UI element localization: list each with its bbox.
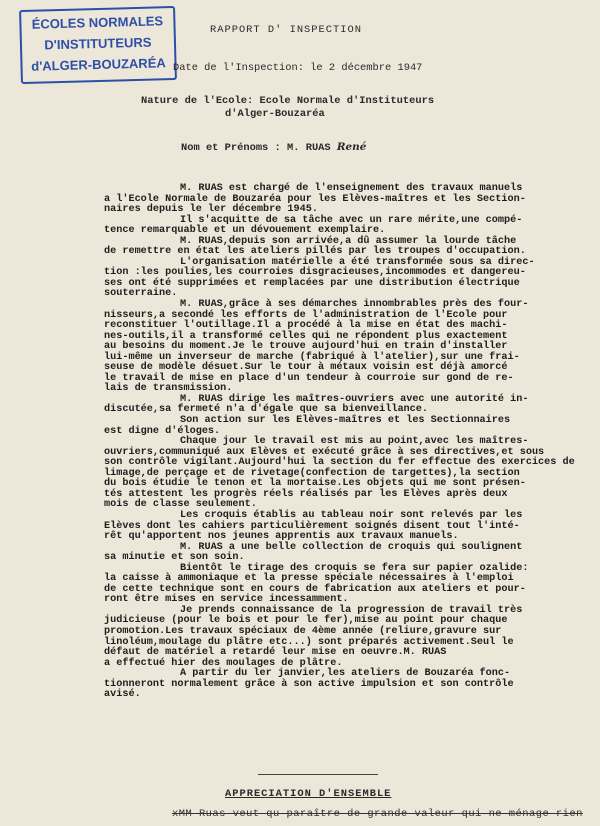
body-paragraph: M. RUAS,depuis son arrivée,a dû assumer la lourde tâche de remettre en état les ateliers pillés par les troupes d'occupation. (104, 235, 526, 258)
body-paragraph: M. RUAS dirige les maîtres-ouvriers avec une autorité in- discutée,sa fermeté n'a d'égale que sa bienveillance. (104, 393, 529, 416)
body-paragraph: Il s'acquitte de sa tâche avec un rare mérite,une compé- tence remarquable et un dévouement exemplaire. (104, 214, 523, 237)
appreciation-heading: APPRECIATION D'ENSEMBLE (225, 788, 392, 800)
body-paragraph: Son action sur les Elèves-maîtres et les Sectionnaires est digne d'éloges. (104, 415, 511, 437)
body-paragraph: Chaque jour le travail est mis au point,avec les maîtres- ouvriers,communiqué aux Elèves et exécuté grâce à ses directives,et sous son contrôle vigilant.Aujourd'hui la section du fer effectue des exercices de limage,de perçage et de rivetage(confection de targettes),la section du bois étudie le tenon et la mortaise.Les objets qui me sont présen- tés attestent les progrès réels réalisés par les Elèves après deux mois de classe seulement. (104, 436, 575, 511)
school-nature-line2: d'Alger-Bouzaréa (225, 108, 325, 120)
inspection-date: Date de l'Inspection: le 2 décembre 1947 (173, 62, 423, 74)
teacher-name (181, 141, 366, 154)
stamp-line: ÉCOLES NORMALES (31, 13, 164, 32)
stamp-line: D'INSTITUTEURS (44, 34, 152, 53)
section-divider (258, 774, 378, 775)
body-paragraph: L'organisation matérielle a été transformée sous sa direc- tion :les poulies,les courroies disgracieuses,incommodes et dangereu- ses ont été supprimées et remplacées par une distribution électrique souterraine. (104, 256, 535, 300)
report-title: RAPPORT D' INSPECTION (210, 24, 362, 36)
struck-out-line: xMM Ruas veut qu paraître de grande valeur qui ne ménage rien (172, 808, 583, 820)
body-paragraph: Les croquis établis au tableau noir sont relevés par les Elèves dont les cahiers particulièrement soignés disent tout l'inté- rêt qu'apportent nos jeunes apprentis aux travaux manuels. (104, 509, 523, 543)
report-body (104, 184, 590, 701)
body-paragraph: M. RUAS est chargé de l'enseignement des travaux manuels a l'Ecole Normale de Bouzaréa pour les Elèves-maîtres et les Section- naires depuis le ler décembre 1945. (104, 183, 526, 216)
body-paragraph: Je prends connaissance de la progression de travail très judicieuse (pour le bois et pour le fer),mise au point pour chaque promotion.Les travaux spéciaux de 4ème année (reliure,gravure sur linoléum,moulage du plâtre etc...) sont préparés activement.Seul le défaut de matériel a retardé leur mise en oeuvre.M. RUAS a effectué hier des moulages de plâtre. (104, 604, 523, 669)
handwritten-first-name: René (336, 141, 367, 153)
stamp-line: d'ALGER-BOUZARÉA (31, 55, 166, 74)
body-paragraph: M. RUAS a une belle collection de croquis qui soulignent sa minutie et son soin. (104, 541, 523, 564)
body-paragraph: Bientôt le tirage des croquis se fera sur papier ozalide: la caisse à ammoniaque et la presse spéciale nécessaires à l'emploi de cette technique sont en cours de fabrication aux ateliers et pour- ront être mises en service incessamment. (104, 562, 529, 606)
body-paragraph: A partir du ler janvier,les ateliers de Bouzaréa fonc- tionneront normalement grâce à son active impulsion et son contrôle avisé. (104, 668, 514, 701)
name-label: Nom et Prénoms : M. RUAS (181, 142, 331, 154)
school-stamp (19, 6, 177, 84)
body-paragraph: M. RUAS,grâce à ses démarches innombrables près des four- nisseurs,a secondé les efforts de l'administration de l'Ecole pour reconstituer l'outillage.Il a procédé à la mise en état des machi- nes-outils,il a transformé celles qui ne répondent plus exactement au besoins du moment.Je le trouve aujourd'hui en train d'installer lui-même un inverseur de marche (fabriqué à l'atelier),sur une frai- seuse de modèle désuet.Sur le tour à métaux voisin est déjà amorcé le travail de mise en place d'un tendeur à courroie sur gond de re- lais de transmission. (104, 299, 529, 395)
school-nature-line1: Nature de l'Ecole: Ecole Normale d'Instituteurs (141, 95, 435, 107)
